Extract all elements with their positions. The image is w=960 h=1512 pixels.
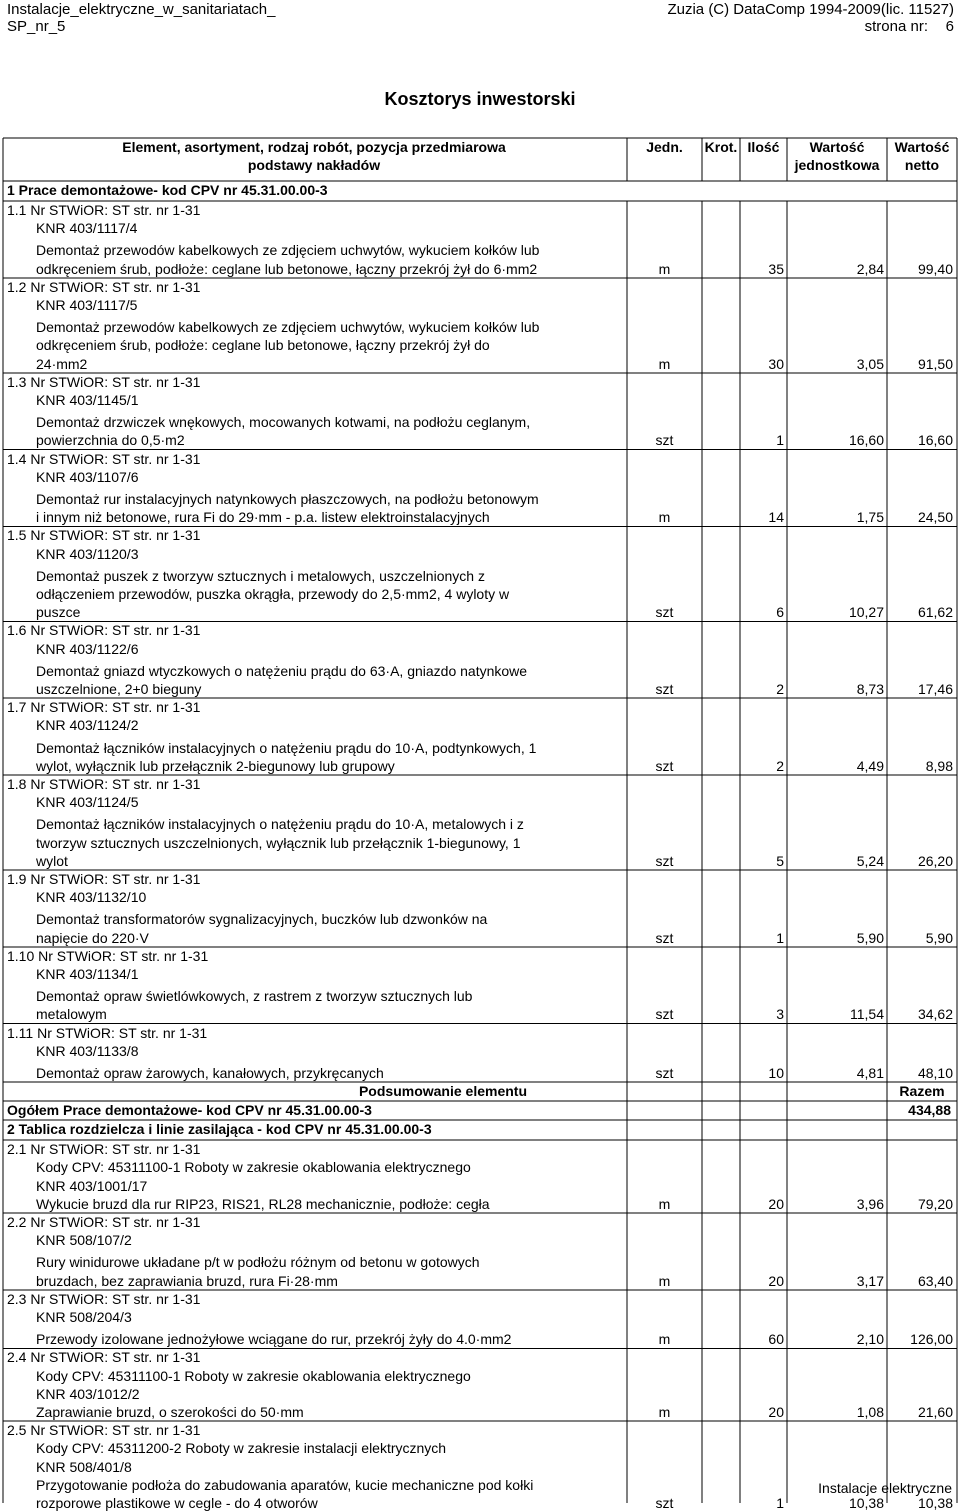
net-value-cell: 48,10 — [917, 1065, 953, 1081]
position-number: 1.3 Nr STWiOR: ST str. nr 1-31 — [7, 373, 201, 390]
column-header-net-value-2: netto — [904, 157, 940, 173]
item-description: wylot, wyłącznik lub przełącznik 2-biegunowy lub grupowy — [36, 757, 395, 774]
item-description: 24·mm2 — [36, 355, 88, 372]
net-value-cell: 8,98 — [925, 757, 953, 774]
header-page-info — [667, 18, 954, 35]
quantity-cell: 1 — [776, 1495, 784, 1511]
item-code: Kody CPV: 45311100-1 Roboty w zakresie okablowania elektrycznego — [36, 1367, 471, 1384]
unit-cell: szt — [655, 757, 674, 774]
unit-cell: szt — [655, 432, 674, 449]
item-code: KNR 403/1133/8 — [36, 1042, 139, 1059]
unit-cell: m — [658, 260, 671, 277]
column-header-unit-value: Wartość — [809, 139, 865, 155]
unit-cell: m — [658, 355, 671, 372]
column-header-unit-value-2: jednostkowa — [794, 157, 880, 173]
item-code: Kody CPV: 45311100-1 Roboty w zakresie okablowania elektrycznego — [36, 1159, 471, 1176]
position-number: 1.6 Nr STWiOR: ST str. nr 1-31 — [7, 622, 201, 639]
unit-price-cell: 3,05 — [856, 355, 884, 372]
item-description: Demontaż puszek z tworzyw sztucznych i metalowych, uszczelnionych z — [36, 567, 485, 584]
unit-price-cell: 2,84 — [856, 260, 884, 277]
summary-label: Podsumowanie elementu — [358, 1083, 528, 1100]
unit-cell: szt — [655, 852, 674, 869]
net-value-cell: 26,20 — [917, 852, 953, 869]
item-description: Demontaż przewodów kabelkowych ze zdjęciem uchwytów, wykuciem kołków lub — [36, 242, 540, 259]
unit-cell: szt — [655, 1065, 674, 1081]
item-code: KNR 508/107/2 — [36, 1232, 132, 1249]
unit-cell: m — [658, 509, 671, 526]
quantity-cell: 30 — [768, 355, 784, 372]
section-title: 2 Tablica rozdzielcza i linie zasilająca - kod CPV nr 45.31.00.00-3 — [7, 1121, 432, 1138]
item-description: Demontaż opraw świetlówkowych, z rastrem z tworzyw sztucznych lub — [36, 988, 473, 1005]
position-number: 2.2 Nr STWiOR: ST str. nr 1-31 — [7, 1214, 201, 1230]
item-code: KNR 403/1124/2 — [36, 717, 139, 734]
net-value-cell: 99,40 — [917, 260, 953, 277]
item-description: bruzdach, bez zaprawiania bruzd, rura Fi·28·mm — [36, 1272, 338, 1289]
item-description: Wykucie bruzd dla rur RIP23, RIS21, RL28 mechanicznie, podłoże: cegła — [36, 1195, 490, 1212]
column-header-quantity: Ilość — [747, 139, 780, 155]
quantity-cell: 1 — [776, 432, 784, 449]
item-description: powierzchnia do 0,5·m2 — [36, 432, 185, 449]
section-title: 1 Prace demontażowe- kod CPV nr 45.31.00.00-3 — [7, 182, 328, 198]
item-description: Rury winidurowe układane p/t w podłożu różnym od betonu w gotowych — [36, 1254, 480, 1271]
header-object-name: SP_nr_5 — [7, 18, 66, 35]
header-project-name: Instalacje_elektryczne_w_sanitariatach_ — [7, 1, 276, 18]
item-description: Przygotowanie podłoża do zabudowania aparatów, kucie mechaniczne pod kołki — [36, 1476, 534, 1493]
unit-price-cell: 8,73 — [856, 681, 884, 697]
net-value-cell: 10,38 — [917, 1495, 953, 1511]
item-code: KNR 403/1145/1 — [36, 392, 139, 408]
quantity-cell: 6 — [776, 604, 784, 621]
unit-cell: szt — [655, 681, 674, 697]
unit-cell: szt — [655, 1495, 674, 1511]
quantity-cell: 1 — [776, 929, 784, 946]
position-number: 1.2 Nr STWiOR: ST str. nr 1-31 — [7, 278, 201, 295]
header-software-license: Zuzia (C) DataComp 1994-2009(lic. 11527) — [667, 1, 954, 18]
unit-price-cell: 5,24 — [856, 852, 884, 869]
item-description: Demontaż gniazd wtyczkowych o natężeniu prądu do 63·A, gniazdo natynkowe — [36, 662, 528, 679]
position-number: 2.1 Nr STWiOR: ST str. nr 1-31 — [7, 1141, 201, 1158]
item-description: Demontaż transformatorów sygnalizacyjnych, buczków lub dzwonków na — [36, 911, 488, 928]
item-code: KNR 403/1132/10 — [36, 889, 147, 906]
unit-price-cell: 3,17 — [856, 1272, 884, 1289]
column-header-krot: Krot. — [704, 139, 738, 155]
unit-price-cell: 3,96 — [856, 1195, 884, 1212]
position-number: 1.11 Nr STWiOR: ST str. nr 1-31 — [7, 1024, 208, 1041]
net-value-cell: 17,46 — [917, 681, 953, 697]
item-code: KNR 403/1107/6 — [36, 468, 139, 485]
unit-price-cell: 4,81 — [856, 1065, 884, 1081]
item-description: Demontaż opraw żarowych, kanałowych, przykręcanych — [36, 1065, 384, 1081]
item-description: Zaprawianie bruzd, o szerokości do 50·mm — [36, 1404, 304, 1420]
item-description: puszce — [36, 604, 81, 621]
unit-cell: m — [658, 1195, 671, 1212]
page-title: Kosztorys inwestorski — [384, 89, 576, 109]
column-header-net-value: Wartość — [894, 139, 950, 155]
section-total-label: Ogółem Prace demontażowe- kod CPV nr 45.31.00.00-3 — [7, 1102, 372, 1119]
item-code: KNR 403/1122/6 — [36, 640, 139, 657]
document-header-right — [667, 1, 954, 35]
column-header-element: Element, asortyment, rodzaj robót, pozycja przedmiarowa — [122, 139, 506, 155]
document-header-left — [7, 1, 275, 35]
quantity-cell: 14 — [768, 509, 784, 526]
unit-price-cell: 1,75 — [856, 509, 884, 526]
item-code: KNR 403/1134/1 — [36, 966, 139, 982]
quantity-cell: 10 — [768, 1065, 784, 1081]
net-value-cell: 34,62 — [917, 1006, 953, 1023]
item-code: KNR 403/1124/5 — [36, 794, 139, 811]
unit-price-cell: 16,60 — [848, 432, 884, 449]
item-description: metalowym — [36, 1006, 107, 1023]
quantity-cell: 35 — [768, 260, 784, 277]
item-description: KNR 403/1001/17 — [36, 1177, 148, 1194]
item-description: KNR 403/1012/2 — [36, 1385, 140, 1402]
quantity-cell: 20 — [768, 1272, 784, 1289]
quantity-cell: 20 — [768, 1195, 784, 1212]
quantity-cell: 5 — [776, 852, 784, 869]
net-value-cell: 24,50 — [917, 509, 953, 526]
quantity-cell: 2 — [776, 681, 784, 697]
unit-price-cell: 11,54 — [850, 1006, 884, 1023]
item-description: KNR 508/401/8 — [36, 1458, 132, 1475]
item-description: tworzyw sztucznych uszczelnionych, wyłącznik lub przełącznik 1-biegunowy, 1 — [36, 834, 521, 851]
position-number: 1.9 Nr STWiOR: ST str. nr 1-31 — [7, 871, 201, 887]
net-value-cell: 126,00 — [910, 1331, 953, 1348]
column-header-element-basis: podstawy nakładów — [247, 157, 381, 173]
quantity-cell: 60 — [768, 1331, 784, 1348]
position-number: 1.7 Nr STWiOR: ST str. nr 1-31 — [7, 699, 201, 716]
item-description: Demontaż łączników instalacyjnych o natężeniu prądu do 10·A, podtynkowych, 1 — [36, 739, 537, 756]
item-description: wylot — [36, 852, 68, 869]
net-value-cell: 63,40 — [917, 1272, 953, 1289]
item-description: napięcie do 220·V — [36, 929, 149, 946]
position-number: 1.8 Nr STWiOR: ST str. nr 1-31 — [7, 776, 201, 792]
header-page-label: strona nr: — [864, 18, 928, 35]
quantity-cell: 2 — [776, 757, 784, 774]
section-total-value: 434,88 — [908, 1102, 951, 1119]
quantity-cell: 3 — [776, 1006, 784, 1023]
summary-razem: Razem — [899, 1083, 945, 1100]
item-description: odkręceniem śrub, podłoże: ceglane lub betonowe, łączny przekrój żył do 6·mm2 — [36, 260, 538, 277]
net-value-cell: 5,90 — [925, 929, 953, 946]
item-description: Demontaż łączników instalacyjnych o natężeniu prądu do 10·A, metalowych i z — [36, 816, 524, 833]
item-description: Demontaż przewodów kabelkowych ze zdjęciem uchwytów, wykuciem kołków lub — [36, 319, 540, 336]
item-description: Demontaż rur instalacyjnych natynkowych płaszczowych, na podłożu betonowym — [36, 491, 539, 507]
position-number: 1.10 Nr STWiOR: ST str. nr 1-31 — [7, 947, 209, 964]
position-number: 1.5 Nr STWiOR: ST str. nr 1-31 — [7, 527, 201, 544]
unit-price-cell: 10,38 — [848, 1495, 884, 1511]
position-number: 2.4 Nr STWiOR: ST str. nr 1-31 — [7, 1349, 201, 1366]
item-description: odkręceniem śrub, podłoże: ceglane lub betonowe, łączny przekrój żył do — [36, 337, 490, 354]
unit-price-cell: 1,08 — [856, 1404, 884, 1420]
item-description: rozporowe plastikowe w cegle - do 4 otworów — [36, 1495, 318, 1511]
net-value-cell: 21,60 — [917, 1404, 953, 1420]
unit-cell: m — [658, 1272, 671, 1289]
page-footer: Instalacje elektryczne — [818, 1480, 952, 1496]
net-value-cell: 79,20 — [917, 1195, 953, 1212]
unit-cell: m — [658, 1331, 671, 1348]
net-value-cell: 16,60 — [917, 432, 953, 449]
item-description: Przewody izolowane jednożyłowe wciągane do rur, przekrój żyły do 4.0·mm2 — [36, 1331, 512, 1348]
unit-cell: szt — [655, 604, 674, 621]
item-code: KNR 403/1117/5 — [36, 297, 138, 313]
header-page-number: 6 — [945, 18, 954, 35]
item-description: Demontaż drzwiczek wnękowych, mocowanych kotwami, na podłożu ceglanym, — [36, 414, 531, 431]
unit-cell: szt — [655, 929, 674, 946]
unit-price-cell: 5,90 — [856, 929, 884, 946]
net-value-cell: 61,62 — [917, 604, 953, 621]
item-description: i innym niż betonowe, rura Fi do 29·mm - p.a. listew elektroinstalacyjnych — [36, 509, 490, 526]
position-number: 1.4 Nr STWiOR: ST str. nr 1-31 — [7, 450, 201, 467]
item-code: KNR 403/1117/4 — [36, 220, 138, 237]
position-number: 1.1 Nr STWiOR: ST str. nr 1-31 — [7, 202, 201, 218]
position-number: 2.3 Nr STWiOR: ST str. nr 1-31 — [7, 1290, 201, 1307]
item-code: KNR 403/1120/3 — [36, 545, 139, 562]
item-code: KNR 508/204/3 — [36, 1309, 132, 1325]
item-description: uszczelnione, 2+0 bieguny — [36, 681, 202, 697]
quantity-cell: 20 — [768, 1404, 784, 1420]
position-number: 2.5 Nr STWiOR: ST str. nr 1-31 — [7, 1422, 201, 1439]
unit-price-cell: 10,27 — [848, 604, 884, 621]
unit-cell: m — [658, 1404, 671, 1420]
item-description: odłączeniem przewodów, puszka okrągła, przewody do 2,5·mm2, 4 wyloty w — [36, 586, 510, 602]
item-code: Kody CPV: 45311200-2 Roboty w zakresie instalacji elektrycznych — [36, 1440, 447, 1457]
unit-price-cell: 4,49 — [856, 757, 884, 774]
column-header-unit: Jedn. — [646, 139, 683, 155]
unit-cell: szt — [655, 1006, 674, 1023]
unit-price-cell: 2,10 — [856, 1331, 884, 1348]
net-value-cell: 91,50 — [917, 355, 953, 372]
